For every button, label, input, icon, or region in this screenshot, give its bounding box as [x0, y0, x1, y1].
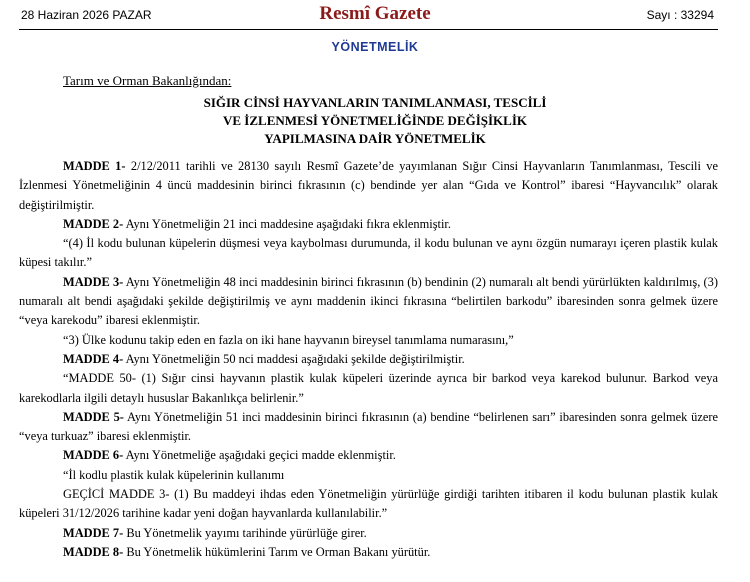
- article-text: Bu Yönetmelik yayımı tarihinde yürürlüğe girer.: [123, 525, 367, 540]
- article-label: MADDE 8-: [63, 544, 124, 559]
- article-paragraph: [19, 543, 718, 562]
- article-paragraph: [19, 408, 718, 447]
- article-paragraph: [19, 234, 718, 273]
- article-text: Bu Yönetmelik hükümlerini Tarım ve Orman Bakanı yürütür.: [123, 544, 431, 559]
- article-text: GEÇİCİ MADDE 3- (1) Bu maddeyi ihdas eden Yönetmeliğin yürürlüğe girdiği tarihten itibaren il kodu bulunan plastik kulak küpeleri 31/12/2026 tarihine kadar yeni doğan hayvanlarda kullanılabilir.”: [19, 487, 718, 521]
- article-label: MADDE 4-: [63, 351, 124, 366]
- article-label: MADDE 5-: [63, 409, 124, 424]
- article-text: Aynı Yönetmeliğin 50 nci maddesi aşağıdaki şekilde değiştirilmiştir.: [123, 351, 465, 366]
- article-paragraph: [19, 446, 718, 465]
- article-text: Aynı Yönetmeliğin 48 inci maddesinin birinci fıkrasının (b) bendinin (2) numaralı alt bendi yürürlükten kaldırılmış, (3) numaralı alt bendi aşağıdaki şekilde değiştirilmiş ve aynı maddenin ikinci fıkrasına “belirtilen barkodu” ibaresinden sonra gelmek üzere “veya karekodu” ibaresi eklenmiştir.: [19, 274, 718, 328]
- article-text: “İl kodlu plastik kulak küpelerinin kullanımı: [63, 467, 285, 482]
- gazette-title: Resmî Gazete: [319, 3, 431, 24]
- article-text: “3) Ülke kodunu takip eden en fazla on iki hane hayvanın bireysel tanımlama numarasını,”: [63, 332, 514, 347]
- article-paragraph: [19, 524, 718, 543]
- article-paragraph: [19, 331, 718, 350]
- article-paragraph: [19, 273, 718, 331]
- article-paragraph: [19, 215, 718, 234]
- header-divider: [19, 29, 718, 30]
- article-label: MADDE 7-: [63, 525, 124, 540]
- article-label: MADDE 6-: [63, 448, 124, 463]
- regulation-title-line: YAPILMASINA DAİR YÖNETMELİK: [264, 131, 486, 146]
- article-paragraph: [19, 350, 718, 369]
- article-paragraph: [19, 466, 718, 485]
- article-text: 2/12/2011 tarihli ve 28130 sayılı Resmî Gazete’de yayımlanan Sığır Cinsi Hayvanların Tanımlanması, Tescili ve İzlenmesi Yönetmeliğinin 4 üncü maddesinin birinci fıkrasının (c) bendinde yer alan “Gıda ve Kontrol” ibaresi “Hayvancılık” olarak değiştirilmiştir.: [19, 159, 718, 212]
- article-text: “MADDE 50- (1) Sığır cinsi hayvanın plastik kulak küpeleri üzerinde ayrıca bir barkod veya karekod bulunur. Barkod veya karekodlarla ilgili detaylı hususlar Bakanlıkça belirlenir.”: [19, 371, 718, 405]
- section-heading: YÖNETMELİK: [331, 40, 419, 54]
- regulation-title: [0, 94, 750, 148]
- article-label: MADDE 2-: [63, 216, 124, 231]
- regulation-body: [19, 157, 718, 562]
- issuing-ministry: Tarım ve Orman Bakanlığından:: [63, 73, 232, 88]
- regulation-title-line: VE İZLENMESİ YÖNETMELİĞİNDE DEĞİŞİKLİK: [222, 113, 527, 128]
- article-label: MADDE 1-: [63, 159, 126, 173]
- article-text: “(4) İl kodu bulunan küpelerin düşmesi veya kaybolması durumunda, il kodu bulunan ve aynı özgün numarayı içeren plastik kulak küpesi takılır.”: [19, 236, 718, 270]
- issue-number: Sayı : 33294: [646, 8, 714, 22]
- header-date: 28 Haziran 2026 PAZAR: [21, 8, 152, 22]
- gazette-header: [0, 0, 750, 32]
- article-paragraph: [19, 157, 718, 215]
- article-paragraph: [19, 485, 718, 524]
- article-text: Aynı Yönetmeliğin 51 inci maddesinin birinci fıkrasının (a) bendine “belirlenen sarı” ibaresinden sonra gelmek üzere “veya turkuaz” ibaresi eklenmiştir.: [19, 409, 718, 444]
- regulation-title-line: SIĞIR CİNSİ HAYVANLARIN TANIMLANMASI, TESCİLİ: [203, 95, 547, 110]
- article-paragraph: [19, 369, 718, 408]
- article-text: Aynı Yönetmeliğin 21 inci maddesine aşağıdaki fıkra eklenmiştir.: [123, 216, 451, 231]
- article-label: MADDE 3-: [63, 274, 124, 289]
- article-text: Aynı Yönetmeliğe aşağıdaki geçici madde eklenmiştir.: [123, 448, 396, 463]
